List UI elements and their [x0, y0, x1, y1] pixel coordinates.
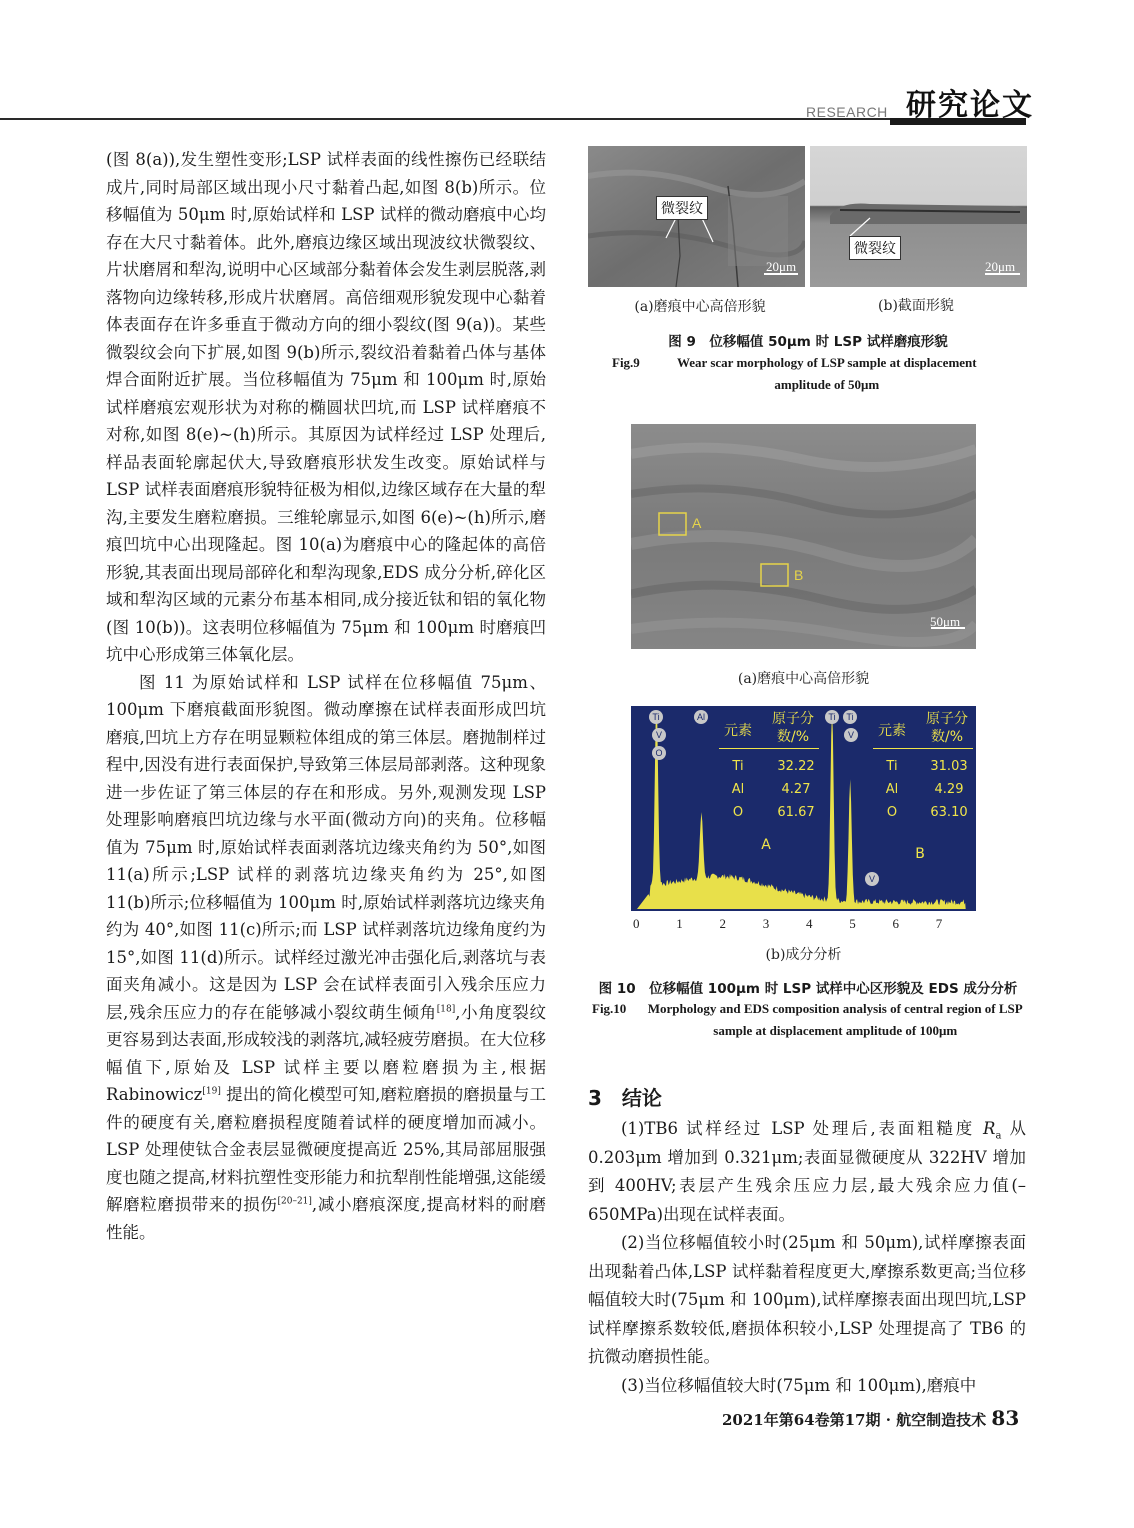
fig10-region-b-label: B — [794, 567, 804, 583]
fig10-region-a-label: A — [692, 515, 702, 531]
text-run: (3)当位移幅值较大时(75μm 和 100μm),磨痕中 — [621, 1375, 977, 1395]
eds-a-value-2: 61.67 — [777, 805, 815, 820]
conclusion-item — [588, 1229, 1026, 1372]
conclusion-item — [588, 1115, 1026, 1229]
eds-a-element-1: Al — [731, 782, 745, 797]
eds-table-b-head-fraction: 原子分数/% — [926, 711, 968, 745]
eds-x-axis-ticks — [631, 916, 976, 934]
eds-x-tick-label: 2 — [719, 916, 726, 931]
fig9-b-microcrack-label: 微裂纹 — [849, 236, 901, 260]
fig10-panel-a-image — [631, 424, 976, 649]
eds-x-tick-label: 6 — [892, 916, 899, 931]
citation: [18] — [436, 1004, 456, 1014]
fig9-caption-en-text: Wear scar morphology of LSP sample at displacement amplitude of 50μm — [677, 355, 977, 392]
text-run: (2)当位移幅值较小时(25μm 和 50μm),试样摩擦表面出现黏着凸体,LSP 试样黏着程度更大,摩擦系数更高;当位移幅值较大时(75μm 和 100μm),试样摩擦表面出现凹坑,LSP 试样摩擦系数较低,磨损体积较小,LSP 处理提高了 TB6 的抗微动磨损性能。 — [588, 1233, 1026, 1366]
eds-peak-label: V — [865, 872, 879, 886]
fig9-sub-caption-a: (a)磨痕中心高倍形貌 — [634, 299, 766, 315]
text-run: ,减小磨痕深度,提高材料的耐磨性能。 — [106, 1195, 546, 1242]
conclusion-body — [588, 1115, 1026, 1400]
section-label-cn: 研究论文 — [906, 88, 1034, 123]
fig9-caption-en — [612, 352, 1012, 396]
text-run: 图 11 为原始试样和 LSP 试样在位移幅值 75μm、100μm 下磨痕截面形貌图。微动摩擦在试样表面形成凹坑磨痕,凹坑上方存在明显颗粒体组成的第三体层。磨抛制样过程中,因没有进行表面保护,导致第三体层局部剥落。这种现象进一步佐证了第三体层的存在和形成。另外,观测发现 LSP 处理影响磨痕凹坑边缘与水平面(微动方向)的夹角。位移幅值为 75μm 时,原始试样表面剥落坑边缘夹角约为 50°,如图 11(a)所示;LSP 试样的剥落坑边缘夹角约为 25°,如图 11(b)所示;位移幅值为 100μm 时,原始试样剥落坑边缘夹角约为 40°,如图 11(c)所示;而 LSP 试样剥落坑边缘角度约为 15°,如图 11(d)所示。试样经过激光冲击强化后,剥落坑与表面夹角减小。这是因为 LSP 会在试样表面引入残余压应力层,残余压应力的存在能够减小裂纹萌生倾角 — [106, 672, 546, 1022]
text-run: (1)TB6 试样经过 LSP 处理后,表面粗糙度 — [621, 1119, 984, 1138]
eds-peak-label: V — [844, 728, 858, 742]
text-run: 提出的简化模型可知,磨粒磨损的磨损量与工件的硬度有关,磨粒磨损程度随着试样的硬度增加而减小。LSP 处理使钛合金表层显微硬度提高近 25%,其局部屈服强度也随之提高,材料抗塑性变形能力和抗犁削性能增强,这能缓解磨粒磨损带来的损伤 — [106, 1085, 546, 1214]
eds-peak-label: Ti — [843, 710, 857, 724]
eds-table-b-head-element: 元素 — [878, 723, 906, 739]
footer-page-number: 83 — [991, 1406, 1020, 1430]
eds-x-tick-label: 5 — [849, 916, 856, 931]
fig10-caption-en-text: Morphology and EDS composition analysis of central region of LSP sample at displacement amplitude of 100μm — [647, 1001, 1023, 1038]
eds-a-value-1: 4.27 — [781, 782, 811, 797]
eds-a-element-2: O — [732, 805, 744, 820]
text-run: (图 8(a)),发生塑性变形;LSP 试样表面的线性擦伤已经联结成片,同时局部区域出现小尺寸黏着凸起,如图 8(b)所示。位移幅值为 50μm 时,原始试样和 LSP 试样的微动磨痕中心均存在大尺寸黏着体。此外,磨痕边缘区域出现波纹状微裂纹、片状磨屑和犁沟,说明中心区域部分黏着体会发生剥层脱落,剥落物向边缘转移,形成片状磨屑。高倍细观形貌发现中心黏着体表面存在许多垂直于微动方向的细小裂纹(图 9(a))。某些微裂纹会向下扩展,如图 9(b)所示,裂纹沿着黏着凸体与基体焊合面附近扩展。当位移幅值为 75μm 和 100μm 时,原始试样磨痕宏观形状为对称的椭圆状凹坑,而 LSP 试样磨痕不对称,如图 8(e)~(h)所示。其原因为试样经过 LSP 处理后,样品表面轮廓起伏大,导致磨痕形状发生改变。原始试样与 LSP 试样表面磨痕形貌特征极为相似,边缘区域存在大量的犁沟,主要发生磨粒磨损。三维轮廓显示,如图 6(e)~(h)所示,磨痕凹坑中心出现隆起。图 10(a)为磨痕中心的隆起体的高倍形貌,其表面出现局部碎化和犁沟现象,EDS 成分分析,碎化区域和犁沟区域的元素分布基本相同,成分接近钛和铝的氧化物(图 10(b))。这表明位移幅值为 75μm 和 100μm 时磨痕凹坑中心形成第三体氧化层。 — [106, 150, 546, 664]
eds-peak-label: Ti — [649, 710, 663, 724]
paragraph — [106, 669, 546, 1247]
fig10-sub-caption-a: (a)磨痕中心高倍形貌 — [737, 671, 870, 687]
eds-table-a-head-element: 元素 — [724, 723, 752, 739]
eds-a-element-0: Ti — [732, 759, 744, 774]
eds-region-b-label: B — [915, 846, 925, 862]
citation: [20–21] — [277, 1196, 312, 1207]
eds-peak-labels — [631, 706, 976, 911]
fig10-scale-label: 50μm — [930, 614, 961, 629]
fig9-sub-caption-b: (b)截面形貌 — [878, 298, 954, 314]
eds-x-tick-label: 1 — [676, 916, 683, 931]
fig10-caption-en-prefix: Fig.10 — [592, 1001, 627, 1016]
eds-peak-label: Ti — [825, 710, 839, 724]
fig9-caption-cn: 图 9 位移幅值 50μm 时 LSP 试样磨痕形貌 — [668, 334, 948, 350]
italic-symbol: R — [983, 1119, 996, 1138]
eds-b-element-1: Al — [885, 782, 899, 797]
fig9-a-microcrack-label: 微裂纹 — [656, 196, 708, 220]
citation: [19] — [202, 1086, 221, 1097]
text-run: ,小角度裂纹更容易到达表面,形成较浅的剥落坑,减轻疲劳磨损。在大位移幅值下,原始及 LSP 试样主要以磨粒磨损为主,根据 Rabinowicz — [106, 1002, 546, 1104]
conclusion-heading: 3 结论 — [588, 1086, 662, 1110]
eds-x-tick-label: 0 — [633, 916, 640, 931]
eds-a-value-0: 32.22 — [777, 759, 815, 774]
eds-b-value-2: 63.10 — [930, 805, 968, 820]
eds-x-tick-label: 4 — [805, 916, 813, 931]
eds-peak-label: Al — [694, 710, 708, 724]
eds-b-element-0: Ti — [886, 759, 898, 774]
eds-b-value-0: 31.03 — [930, 759, 968, 774]
paragraph — [106, 146, 546, 669]
eds-region-a-label: A — [761, 837, 771, 853]
eds-peak-label: O — [652, 746, 666, 760]
eds-table-a-head-fraction: 原子分数/% — [772, 711, 814, 745]
eds-b-value-1: 4.29 — [934, 782, 964, 797]
footer-journal: 2021年第64卷第17期 · 航空制造技术 — [722, 1411, 987, 1429]
eds-b-element-2: O — [886, 805, 898, 820]
fig10-caption-cn: 图 10 位移幅值 100μm 时 LSP 试样中心区形貌及 EDS 成分分析 — [598, 981, 1018, 997]
eds-x-tick-label: 7 — [935, 916, 943, 931]
fig10-sub-caption-b: (b)成分分析 — [765, 947, 842, 963]
eds-spectrum-chart — [631, 706, 976, 911]
subscript: a — [995, 1130, 1002, 1142]
page-footer — [722, 1406, 1019, 1430]
left-column-text — [106, 146, 546, 1246]
fig9-b-scale-label: 20μm — [985, 259, 1016, 274]
eds-peak-label: V — [652, 728, 666, 742]
fig10-caption-en — [592, 998, 1028, 1042]
fig9-caption-en-prefix: Fig.9 — [612, 355, 640, 370]
conclusion-item — [588, 1372, 1026, 1401]
fig9-a-scale-label: 20μm — [766, 259, 797, 274]
section-label-en: RESEARCH — [806, 104, 888, 120]
text-run: 从 0.203μm 增加到 0.321μm;表面显微硬度从 322HV 增加到 400HV;表层产生残余压应力层,最大残余应力值(–650MPa)出现在试样表面。 — [588, 1119, 1026, 1224]
eds-x-tick-label: 3 — [762, 916, 770, 931]
